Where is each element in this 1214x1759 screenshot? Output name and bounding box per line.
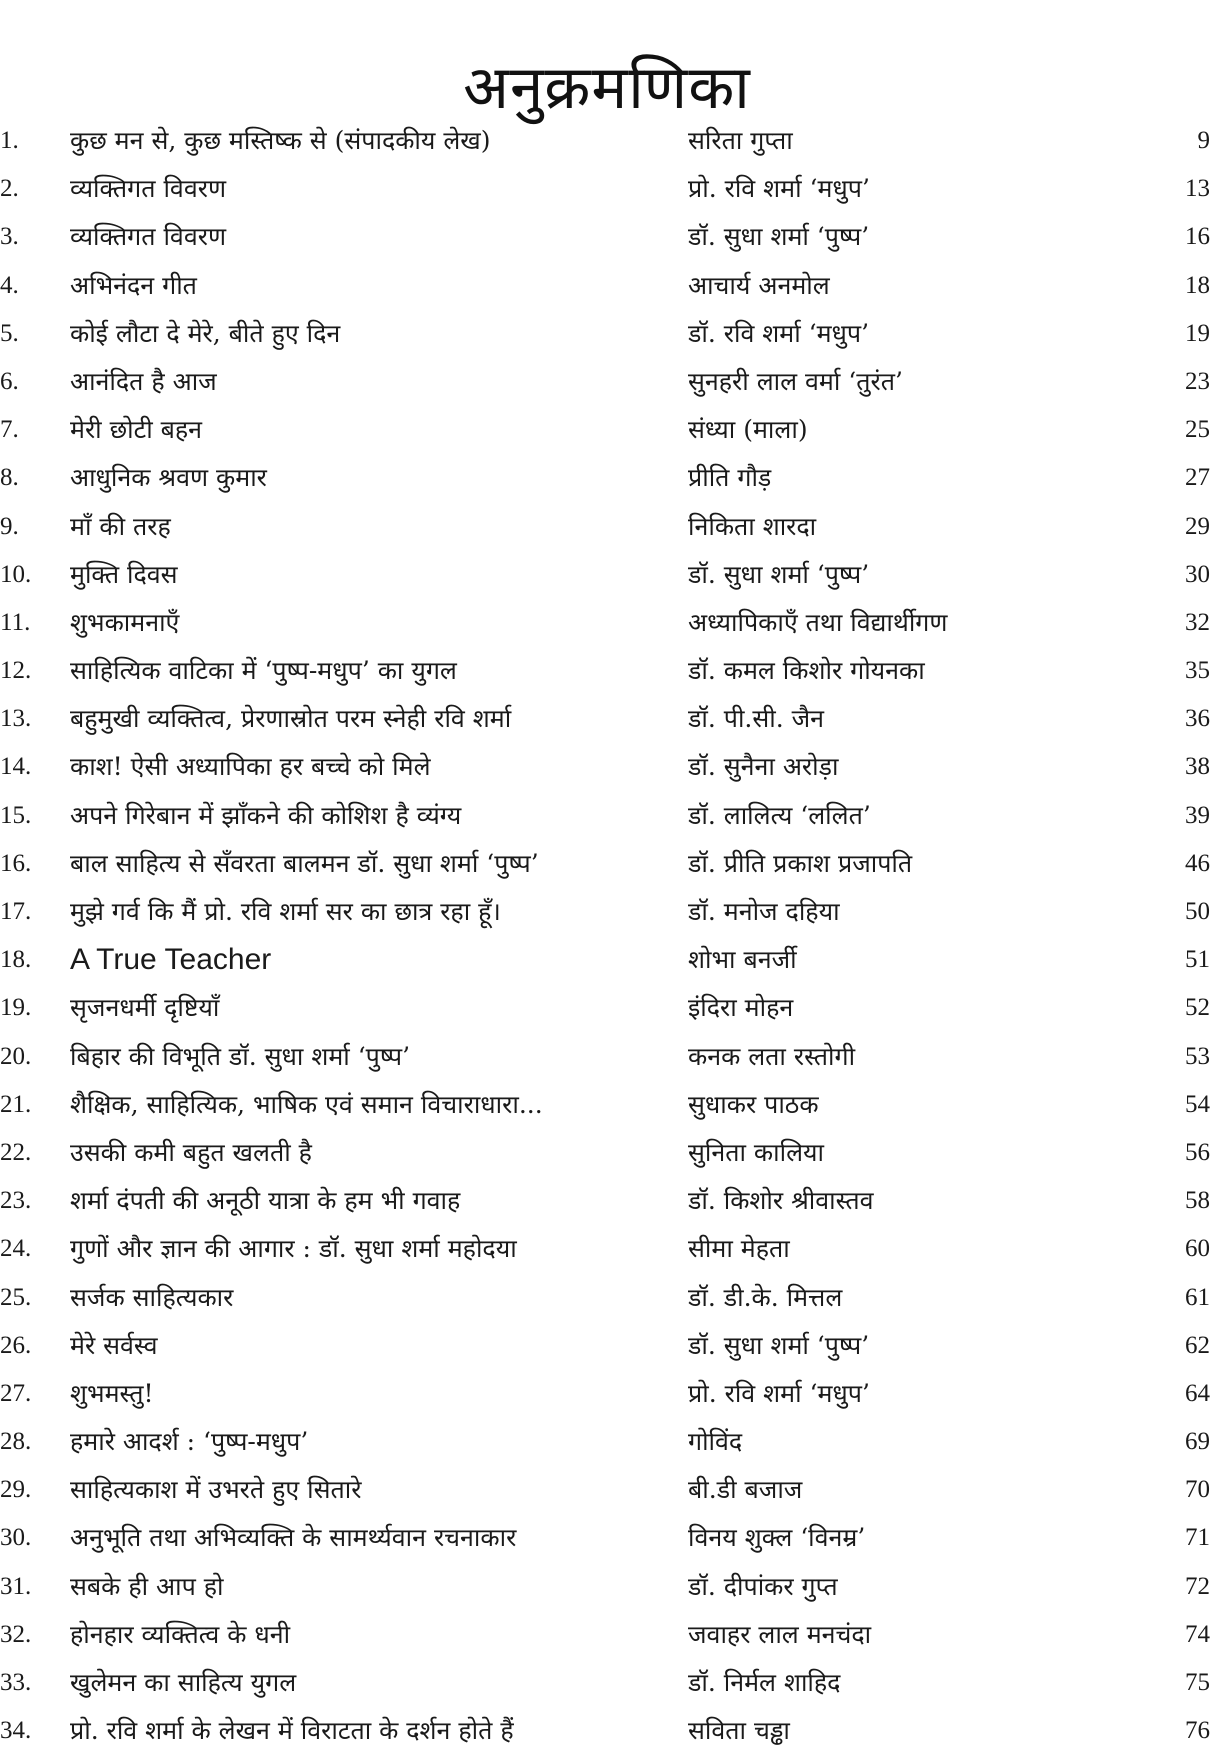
entry-page-number: 23 (1185, 367, 1210, 395)
toc-row (0, 1177, 1214, 1225)
entry-author: अध्यापिकाएँ तथा विद्यार्थीगण (688, 607, 948, 637)
entry-author: सरिता गुप्ता (688, 126, 793, 155)
entry-title: मेरी छोटी बहन (70, 415, 203, 445)
toc-row (0, 310, 1214, 358)
entry-author: संध्या (माला) (688, 415, 808, 445)
entry-page-number: 38 (1185, 753, 1210, 781)
entry-author: प्रीति गौड़ (688, 463, 772, 493)
entry-title: काश! ऐसी अध्यापिका हर बच्चे को मिले (70, 752, 431, 782)
toc-row (0, 1707, 1214, 1755)
entry-page-number: 62 (1185, 1331, 1210, 1359)
toc-row (0, 358, 1214, 406)
toc-row (0, 454, 1214, 502)
entry-number: 28. (0, 1428, 32, 1456)
entry-author: डॉ. सुधा शर्मा ‘पुष्प’ (688, 222, 870, 252)
toc-row (0, 503, 1214, 551)
entry-page-number: 51 (1185, 946, 1210, 974)
toc-row (0, 1322, 1214, 1370)
entry-author: डॉ. मनोज दहिया (688, 897, 840, 926)
entry-author: निकिता शारदा (688, 511, 817, 541)
entry-author: डॉ. प्रीति प्रकाश प्रजापति (688, 848, 913, 878)
toc-row (0, 1418, 1214, 1466)
toc-row (0, 1274, 1214, 1322)
entry-page-number: 25 (1185, 416, 1210, 444)
entry-number: 20. (0, 1042, 32, 1070)
entry-author: जवाहर लाल मनचंदा (688, 1619, 872, 1649)
entry-title: A True Teacher (70, 943, 272, 977)
entry-author: डॉ. रवि शर्मा ‘मधुप’ (688, 318, 870, 348)
entry-title: खुलेमन का साहित्य युगल (70, 1668, 297, 1697)
entry-page-number: 72 (1185, 1572, 1210, 1600)
toc-row (0, 406, 1214, 454)
entry-page-number: 30 (1185, 560, 1210, 588)
entry-number: 27. (0, 1379, 32, 1407)
toc-row (0, 599, 1214, 647)
entry-author: डॉ. किशोर श्रीवास्तव (688, 1186, 874, 1216)
toc-row (0, 1611, 1214, 1659)
entry-title: मुक्ति दिवस (70, 559, 178, 589)
entry-page-number: 18 (1185, 271, 1210, 299)
toc-row (0, 1466, 1214, 1514)
toc-row (0, 213, 1214, 261)
entry-page-number: 56 (1185, 1138, 1210, 1166)
entry-page-number: 58 (1185, 1187, 1210, 1215)
entry-number: 32. (0, 1620, 32, 1648)
entry-author: प्रो. रवि शर्मा ‘मधुप’ (688, 1378, 870, 1408)
entry-author: शोभा बनर्जी (688, 945, 797, 975)
entry-number: 3. (0, 223, 19, 251)
toc-row (0, 695, 1214, 743)
entry-page-number: 76 (1185, 1717, 1210, 1745)
entry-page-number: 29 (1185, 512, 1210, 540)
entry-author: डॉ. लालित्य ‘ललित’ (688, 800, 871, 830)
entry-number: 33. (0, 1669, 32, 1696)
entry-page-number: 53 (1185, 1042, 1210, 1070)
entry-page-number: 36 (1185, 705, 1210, 733)
toc-row (0, 984, 1214, 1032)
entry-title: कुछ मन से, कुछ मस्तिष्क से (संपादकीय लेख) (70, 126, 491, 155)
entry-page-number: 50 (1185, 898, 1210, 925)
entry-page-number: 27 (1185, 464, 1210, 492)
entry-author: डॉ. सुधा शर्मा ‘पुष्प’ (688, 559, 870, 589)
entry-number: 4. (0, 271, 19, 299)
entry-page-number: 60 (1185, 1235, 1210, 1263)
entry-number: 31. (0, 1572, 32, 1600)
entry-page-number: 19 (1185, 319, 1210, 347)
entry-title: होनहार व्यक्तित्व के धनी (70, 1619, 291, 1649)
entry-number: 7. (0, 416, 19, 444)
entry-number: 17. (0, 898, 32, 925)
page-title: अनुक्रमणिका (463, 53, 751, 124)
entry-page-number: 74 (1185, 1620, 1210, 1648)
toc-row (0, 743, 1214, 791)
entry-title: शुभकामनाएँ (70, 607, 180, 637)
toc-row (0, 1081, 1214, 1129)
toc-row (0, 1370, 1214, 1418)
toc-row (0, 1659, 1214, 1707)
entry-number: 16. (0, 849, 32, 877)
entry-number: 14. (0, 753, 32, 781)
entry-number: 1. (0, 127, 19, 154)
toc-row (0, 1225, 1214, 1273)
entry-number: 34. (0, 1717, 32, 1745)
entry-title: बाल साहित्य से सँवरता बालमन डॉ. सुधा शर्मा ‘पुष्प’ (70, 848, 539, 878)
entry-title: बिहार की विभूति डॉ. सुधा शर्मा ‘पुष्प’ (70, 1041, 411, 1071)
entry-title: कोई लौटा दे मेरे, बीते हुए दिन (70, 318, 341, 348)
entry-title: आनंदित है आज (70, 366, 217, 396)
entry-title: अभिनंदन गीत (70, 270, 197, 300)
entry-number: 9. (0, 512, 19, 540)
entry-page-number: 46 (1185, 849, 1210, 877)
entry-author: सीमा मेहता (688, 1234, 790, 1264)
entry-page-number: 32 (1185, 608, 1210, 636)
entry-page-number: 64 (1185, 1379, 1210, 1407)
entry-title: शैक्षिक, साहित्यिक, भाषिक एवं समान विचाराधारा... (70, 1089, 543, 1119)
entry-author: डॉ. दीपांकर गुप्त (688, 1571, 838, 1601)
toc-row (0, 165, 1214, 213)
entry-author: सुनहरी लाल वर्मा ‘तुरंत’ (688, 366, 903, 396)
entry-number: 5. (0, 319, 19, 347)
entry-title: मुझे गर्व कि मैं प्रो. रवि शर्मा सर का छात्र रहा हूँ। (70, 897, 501, 926)
entry-page-number: 39 (1185, 801, 1210, 829)
entry-author: डॉ. सुधा शर्मा ‘पुष्प’ (688, 1330, 870, 1360)
entry-author: प्रो. रवि शर्मा ‘मधुप’ (688, 174, 870, 204)
entry-page-number: 70 (1185, 1476, 1210, 1504)
entry-title: सबके ही आप हो (70, 1571, 224, 1601)
entry-title: अपने गिरेबान में झाँकने की कोशिश है व्यंग्य (70, 800, 462, 830)
entry-author: आचार्य अनमोल (688, 270, 830, 300)
entry-title: आधुनिक श्रवण कुमार (70, 463, 267, 493)
entry-author: कनक लता रस्तोगी (688, 1041, 856, 1071)
entry-number: 12. (0, 657, 32, 685)
toc-row (0, 840, 1214, 888)
entry-number: 30. (0, 1524, 32, 1552)
entry-title: बहुमुखी व्यक्तित्व, प्रेरणास्रोत परम स्नेही रवि शर्मा (70, 704, 512, 734)
entry-title: प्रो. रवि शर्मा के लेखन में विराटता के दर्शन होते हैं (70, 1716, 514, 1746)
entry-author: विनय शुक्ल ‘विनम्र’ (688, 1523, 866, 1553)
entry-number: 19. (0, 994, 32, 1022)
toc-row (0, 647, 1214, 695)
entry-author: डॉ. कमल किशोर गोयनका (688, 656, 925, 686)
entry-page-number: 35 (1185, 657, 1210, 685)
entry-number: 25. (0, 1283, 32, 1311)
entry-title: सर्जक साहित्यकार (70, 1282, 234, 1312)
entry-author: सुधाकर पाठक (688, 1089, 819, 1119)
entry-number: 15. (0, 801, 32, 829)
entry-title: उसकी कमी बहुत खलती है (70, 1137, 312, 1167)
entry-number: 10. (0, 560, 32, 588)
entry-author: डॉ. पी.सी. जैन (688, 704, 825, 734)
table-of-contents (0, 117, 1214, 1759)
entry-title: व्यक्तिगत विवरण (70, 222, 227, 252)
entry-author: सुनिता कालिया (688, 1137, 824, 1167)
toc-row (0, 117, 1214, 165)
entry-page-number: 75 (1185, 1669, 1210, 1696)
toc-row (0, 551, 1214, 599)
entry-page-number: 61 (1185, 1283, 1210, 1311)
entry-title: मेरे सर्वस्व (70, 1330, 158, 1360)
entry-author: गोविंद (688, 1427, 743, 1457)
entry-page-number: 54 (1185, 1090, 1210, 1118)
entry-author: बी.डी बजाज (688, 1475, 803, 1505)
entry-title: अनुभूति तथा अभिव्यक्ति के सामर्थ्यवान रचनाकार (70, 1523, 517, 1553)
entry-page-number: 13 (1185, 175, 1210, 203)
entry-author: डॉ. निर्मल शाहिद (688, 1668, 841, 1697)
entry-number: 8. (0, 464, 19, 492)
entry-author: डॉ. सुनैना अरोड़ा (688, 752, 839, 782)
entry-author: सविता चड्ढा (688, 1716, 790, 1746)
entry-page-number: 9 (1197, 127, 1210, 154)
entry-number: 13. (0, 705, 32, 733)
entry-number: 21. (0, 1090, 32, 1118)
entry-title: साहित्यकाश में उभरते हुए सितारे (70, 1475, 362, 1505)
toc-row (0, 888, 1214, 936)
toc-row (0, 1129, 1214, 1177)
toc-row (0, 1033, 1214, 1081)
entry-number: 26. (0, 1331, 32, 1359)
entry-title: साहित्यिक वाटिका में ‘पुष्प-मधुप’ का युगल (70, 656, 457, 686)
entry-page-number: 52 (1185, 994, 1210, 1022)
entry-number: 6. (0, 367, 19, 395)
toc-row (0, 936, 1214, 984)
entry-title: शर्मा दंपती की अनूठी यात्रा के हम भी गवाह (70, 1186, 461, 1216)
toc-row (0, 792, 1214, 840)
toc-row (0, 1563, 1214, 1611)
toc-row (0, 262, 1214, 310)
toc-row (0, 1514, 1214, 1562)
entry-number: 24. (0, 1235, 32, 1263)
entry-title: गुणों और ज्ञान की आगार : डॉ. सुधा शर्मा महोदया (70, 1234, 517, 1264)
entry-title: हमारे आदर्श : ‘पुष्प-मधुप’ (70, 1427, 309, 1457)
entry-number: 22. (0, 1138, 32, 1166)
entry-author: डॉ. डी.के. मित्तल (688, 1282, 843, 1312)
entry-number: 18. (0, 946, 32, 974)
entry-number: 2. (0, 175, 19, 203)
entry-title: शुभमस्तु! (70, 1378, 154, 1408)
entry-page-number: 16 (1185, 223, 1210, 251)
entry-page-number: 69 (1185, 1428, 1210, 1456)
entry-title: माँ की तरह (70, 511, 171, 541)
entry-author: इंदिरा मोहन (688, 993, 794, 1023)
entry-number: 11. (0, 608, 31, 636)
entry-title: व्यक्तिगत विवरण (70, 174, 227, 204)
entry-page-number: 71 (1185, 1524, 1210, 1552)
entry-number: 23. (0, 1187, 32, 1215)
entry-number: 29. (0, 1476, 32, 1504)
entry-title: सृजनधर्मी दृष्टियाँ (70, 993, 220, 1023)
